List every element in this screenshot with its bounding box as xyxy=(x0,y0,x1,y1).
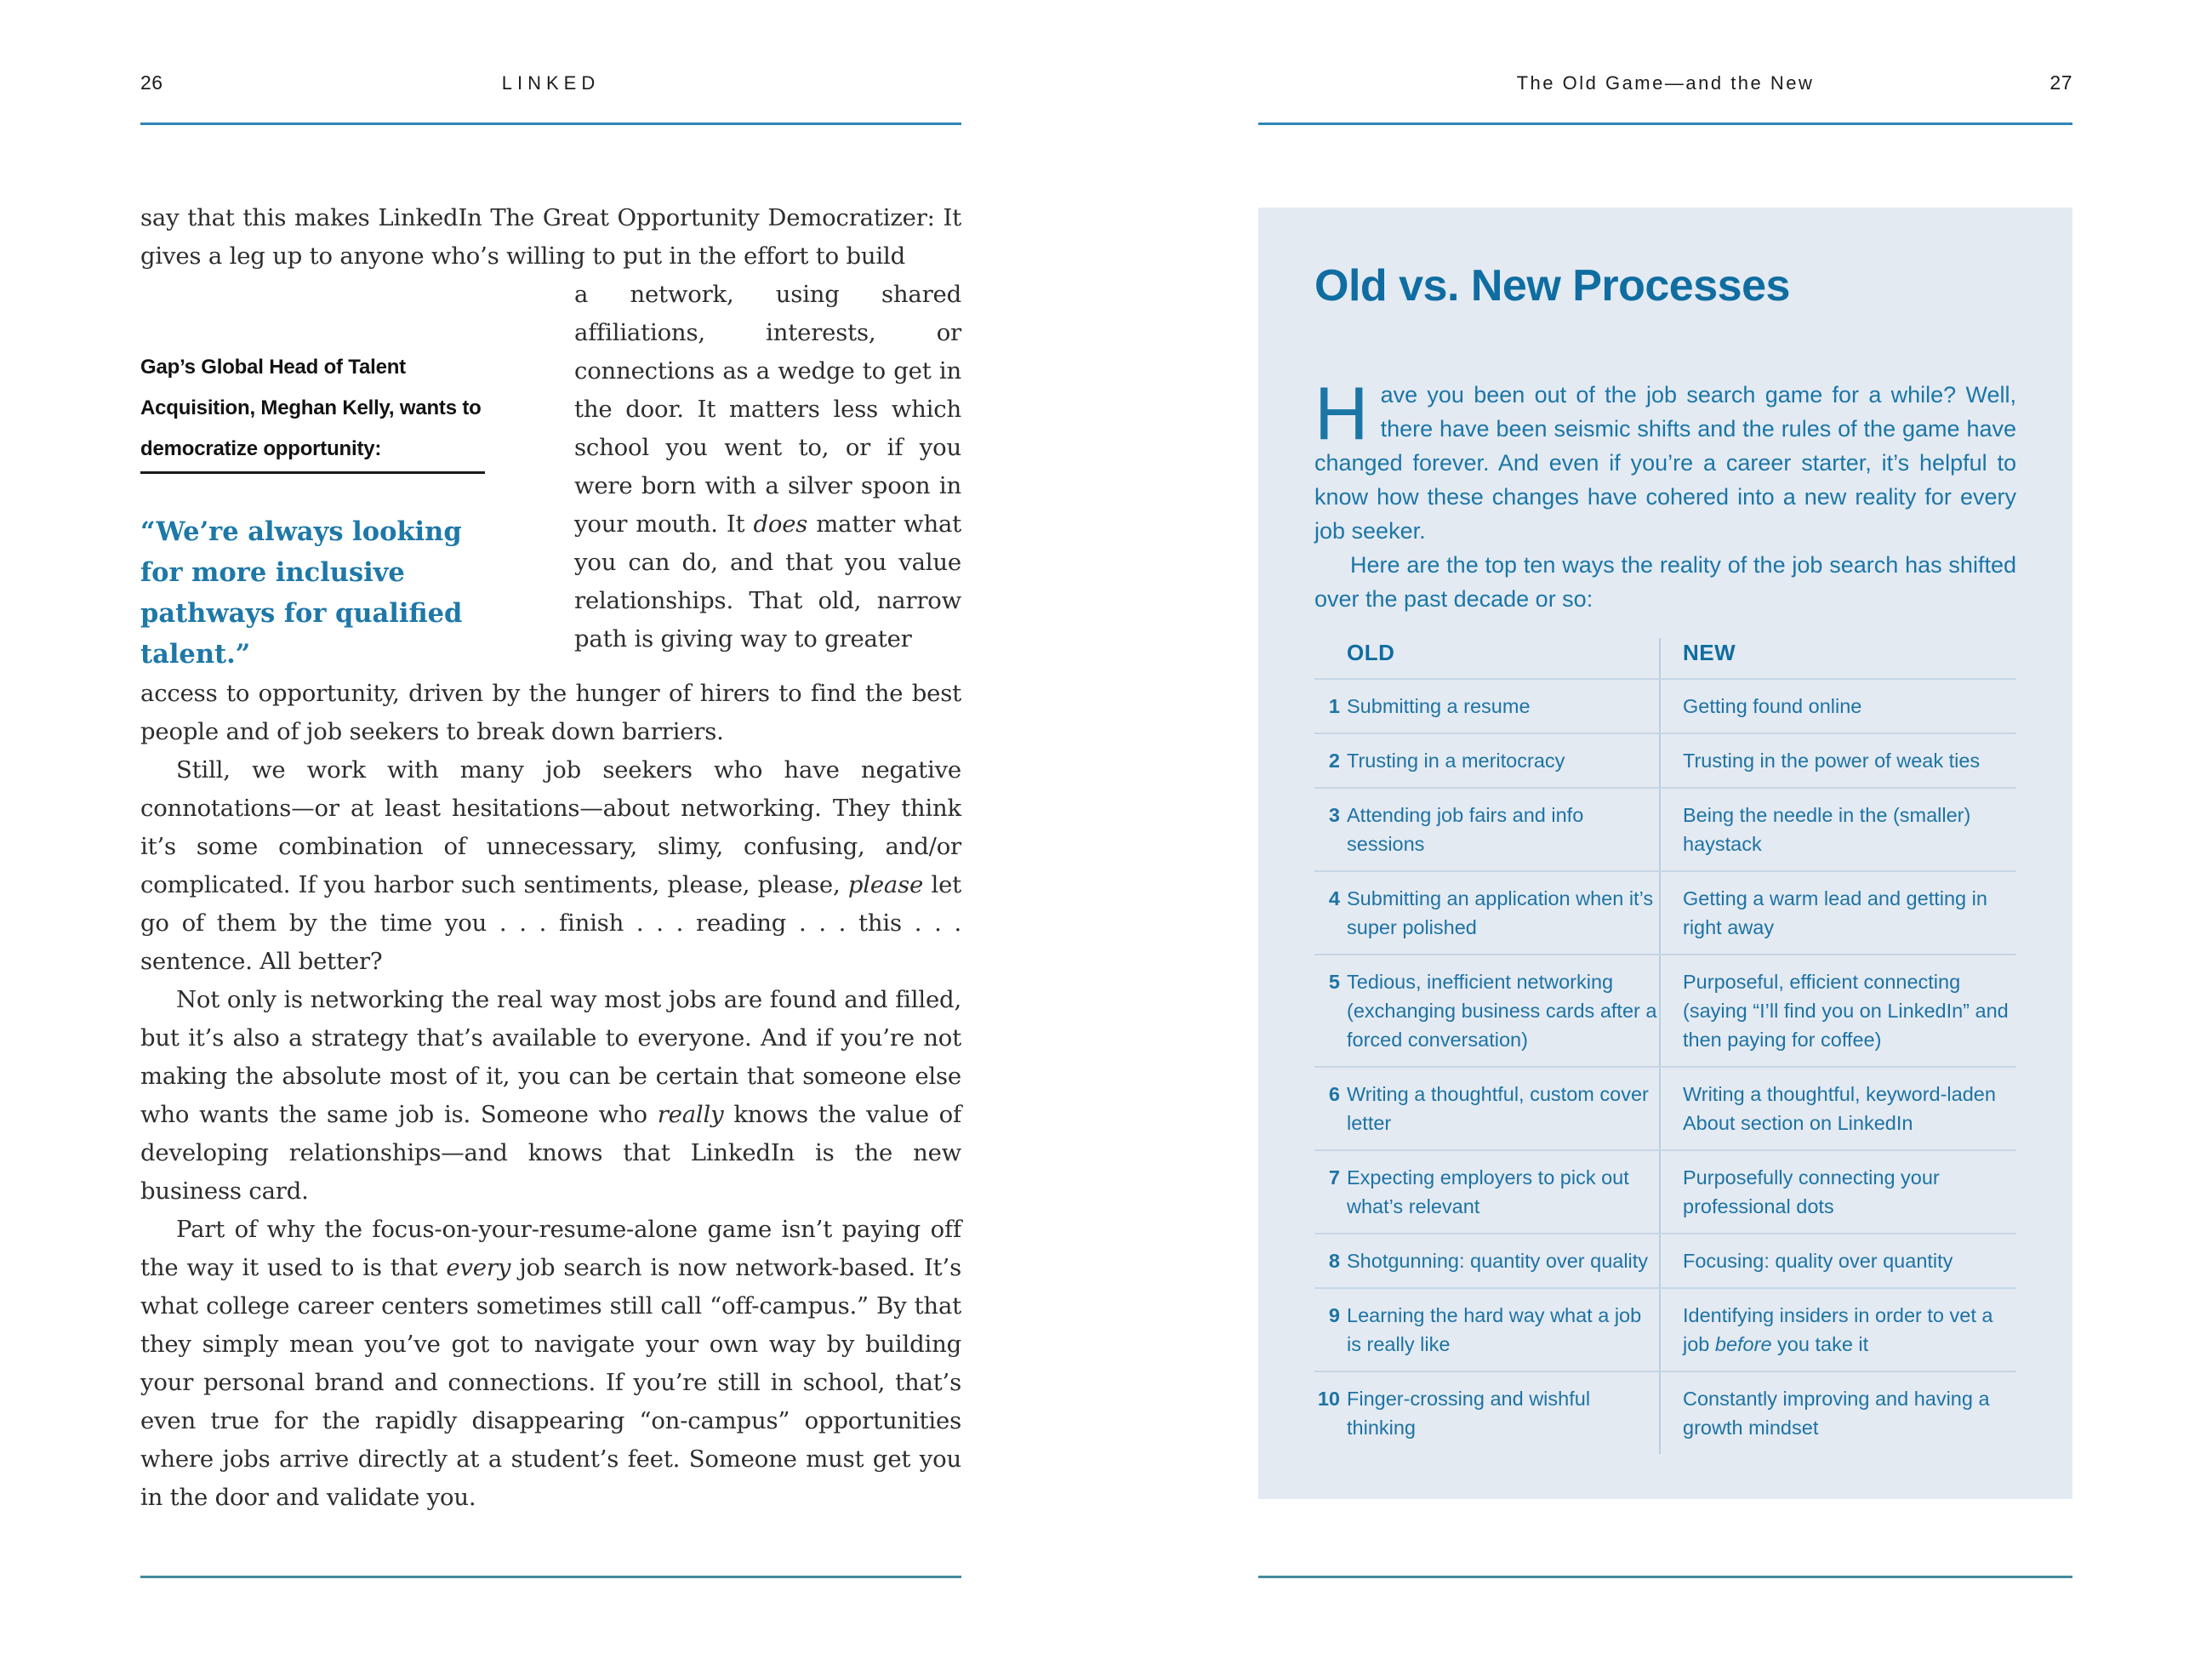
old-vs-new-box xyxy=(1258,208,2072,1499)
drop-cap: H xyxy=(1314,371,1369,455)
new-cell-text: Writing a thoughtful, keyword-laden About section on LinkedIn xyxy=(1659,1068,2016,1149)
left-footer-rule xyxy=(140,1576,961,1578)
left-page-number: 26 xyxy=(140,71,163,94)
row-number: 2 xyxy=(1328,750,1340,772)
table-row xyxy=(1314,1233,2016,1287)
sidebar-label: Gap’s Global Head of Talent Acquisition, Meghan Kelly, wants to democratize opportunity: xyxy=(140,356,482,460)
paragraph: Not only is networking the real way most jobs are found and filled, but it’s also a strategy that’s available to everyone. And if you’re not making the absolute most of it, you can be certain that someone else who wants the same job is. Someone who really knows the value of developing relationships—and knows that LinkedIn is the new business card. xyxy=(140,986,961,1205)
sidebar-and-wrap-section xyxy=(140,276,961,675)
box-intro-paragraph xyxy=(1314,371,2016,548)
paragraph: Still, we work with many job seekers who have negative connotations—or at least hesitations—about networking. They think it’s some combination of unnecessary, slimy, confusing, and/or complicated. If you harbor such sentiments, please, please, please let go of them by the time you . . . finish . . . reading . . . this . . . sentence. All better? xyxy=(140,756,961,975)
paragraph-opening: say that this makes LinkedIn The Great Opportunity Democratizer: It gives a leg up to anyone who’s willing to put in the effort to build xyxy=(140,204,961,270)
old-cell xyxy=(1314,1068,1659,1149)
new-cell-text: Getting a warm lead and getting in right away xyxy=(1659,872,2016,954)
box-intro-text: ave you been out of the job search game for a while? Well, there have been seismic shifts and the rules of the game have changed forever. And even if you’re a career starter, it’s helpful to know how these changes have cohered into a new reality for every job seeker. xyxy=(1314,382,2016,544)
old-cell-text: Finger-crossing and wishful thinking xyxy=(1347,1388,1591,1439)
old-cell-text: Expecting employers to pick out what’s relevant xyxy=(1347,1166,1629,1217)
table-row xyxy=(1314,954,2016,1066)
table-row xyxy=(1314,1287,2016,1371)
box-intro-paragraph-2: Here are the top ten ways the reality of the job search has shifted over the past decade or so: xyxy=(1314,552,2016,612)
old-cell-text: Tedious, inefficient networking (exchanging business cards after a forced conversation) xyxy=(1347,971,1657,1051)
left-header-rule xyxy=(140,123,961,125)
old-cell-text: Submitting an application when it’s super polished xyxy=(1347,887,1654,938)
new-cell-text: Identifying insiders in order to vet a job before you take it xyxy=(1659,1289,2016,1371)
row-number: 9 xyxy=(1328,1304,1340,1326)
table-header-old-cell xyxy=(1314,638,1659,678)
old-cell xyxy=(1314,1289,1659,1371)
left-page xyxy=(140,0,961,1659)
left-body-text xyxy=(140,199,961,1517)
old-new-table-body xyxy=(1314,678,2016,1454)
sidebar-rule xyxy=(140,471,485,474)
right-header-rule xyxy=(1258,123,2072,125)
paragraph-continuation: access to opportunity, driven by the hunger of hirers to find the best people and of job seekers to break down barriers. xyxy=(140,680,961,745)
row-number: 5 xyxy=(1328,971,1340,993)
right-page xyxy=(1258,0,2072,1659)
table-row xyxy=(1314,870,2016,954)
right-page-number: 27 xyxy=(2050,71,2072,94)
old-cell-text: Trusting in a meritocracy xyxy=(1347,750,1565,772)
table-row xyxy=(1314,1371,2016,1454)
old-cell xyxy=(1314,734,1659,787)
box-title: Old vs. New Processes xyxy=(1314,261,1790,311)
old-cell xyxy=(1314,789,1659,870)
pull-quote-sidebar xyxy=(140,276,485,675)
right-running-head xyxy=(1258,71,2072,94)
old-cell xyxy=(1314,1234,1659,1287)
row-number: 4 xyxy=(1328,887,1340,909)
column-header-old: OLD xyxy=(1347,640,1395,665)
table-header-row xyxy=(1314,638,2016,678)
right-footer-rule xyxy=(1258,1576,2072,1578)
right-running-title: The Old Game—and the New xyxy=(1516,72,1815,94)
old-cell-text: Attending job fairs and info sessions xyxy=(1347,804,1584,855)
old-cell xyxy=(1314,955,1659,1066)
old-cell xyxy=(1314,680,1659,733)
new-cell-text: Purposefully connecting your professional dots xyxy=(1659,1151,2016,1233)
left-running-head xyxy=(140,71,961,94)
new-cell-text: Purposeful, efficient connecting (saying “I’ll find you on LinkedIn” and then paying for coffee) xyxy=(1659,955,2016,1066)
row-number: 1 xyxy=(1328,695,1340,717)
new-cell-text: Getting found online xyxy=(1659,680,2016,733)
row-number: 6 xyxy=(1328,1083,1340,1105)
table-row xyxy=(1314,678,2016,733)
old-cell xyxy=(1314,1151,1659,1233)
column-header-new: NEW xyxy=(1683,640,1736,665)
old-cell-text: Writing a thoughtful, custom cover letter xyxy=(1347,1083,1649,1134)
old-cell-text: Learning the hard way what a job is really like xyxy=(1347,1304,1642,1355)
table-row xyxy=(1314,733,2016,787)
row-number: 7 xyxy=(1328,1166,1340,1189)
table-row xyxy=(1314,1149,2016,1233)
table-row xyxy=(1314,787,2016,870)
left-running-title: LINKED xyxy=(501,72,601,94)
table-row xyxy=(1314,1066,2016,1149)
new-cell-text: Focusing: quality over quantity xyxy=(1659,1234,2016,1287)
pull-quote: “We’re always looking for more inclusive pathways for qualified talent.” xyxy=(140,516,463,670)
old-cell-text: Submitting a resume xyxy=(1347,695,1531,717)
old-new-table xyxy=(1314,638,2016,1454)
table-header-new-cell xyxy=(1659,638,2016,678)
new-cell-text: Trusting in the power of weak ties xyxy=(1659,734,2016,787)
old-cell xyxy=(1314,1372,1659,1454)
new-cell-text: Constantly improving and having a growth mindset xyxy=(1659,1372,2016,1454)
paragraph-wrapped: a network, using shared affiliations, interests, or connections as a wedge to get in the door. It matters less which school you went to, or if you were born with a silver spoon in your mouth. It does matter what you can do, and that you value relationships. That old, narrow path is giving way to greater xyxy=(574,281,962,653)
old-cell xyxy=(1314,872,1659,954)
new-cell-text: Being the needle in the (smaller) haystack xyxy=(1659,789,2016,870)
row-number: 10 xyxy=(1317,1388,1340,1410)
old-cell-text: Shotgunning: quantity over quality xyxy=(1347,1250,1649,1272)
row-number: 8 xyxy=(1328,1250,1340,1272)
row-number: 3 xyxy=(1328,804,1340,826)
paragraph: Part of why the focus-on-your-resume-alone game isn’t paying off the way it used to is that every job search is now network-based. It’s what college career centers sometimes still call “off-campus.” By that they simply mean you’ve got to navigate your own way by building your personal brand and connections. If you’re still in school, that’s even true for the rapidly disappearing “on-campus” opportunities where jobs arrive directly at a student’s feet. Someone must get you in the door and validate you. xyxy=(140,1216,961,1511)
